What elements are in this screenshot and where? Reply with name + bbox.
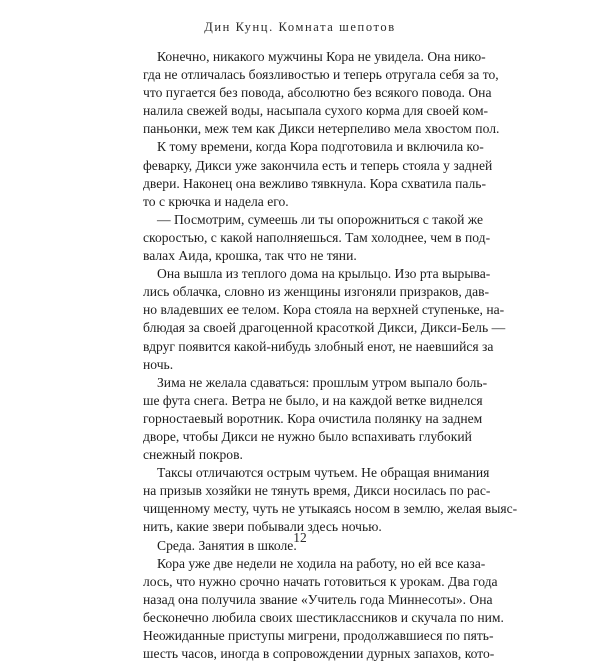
text-line: гда не отличалась боязливостью и теперь отругала себя за то,	[143, 67, 499, 83]
text-line: Она вышла из теплого дома на крыльцо. Изо рта вырыва-	[157, 266, 491, 282]
text-line: вдруг появится какой-нибудь злобный енот, не наевшийся за	[143, 338, 494, 354]
page-number: 12	[293, 530, 307, 545]
text-line: паньонки, меж тем как Дикси нетерпеливо мела хвостом пол.	[143, 121, 500, 137]
text-line: шесть часов, иногда в сопровождении дурных запахов, кото-	[143, 646, 495, 662]
text-line: бесконечно любила своих шестиклассников и скучала по ним.	[143, 609, 504, 625]
text-line: нить, какие звери побывали здесь ночью.	[143, 519, 382, 535]
text-line: скоростью, с какой наполняешься. Там холоднее, чем в под-	[143, 229, 491, 245]
text-line: на призыв хозяйки не тянуть время, Дикси носилась по рас-	[143, 483, 491, 499]
text-line: Таксы отличаются острым чутьем. Не обращая внимания	[157, 465, 490, 481]
text-line: феварку, Дикси уже закончила есть и теперь стояла у задней	[143, 157, 493, 173]
text-line: чищенному месту, чуть не утыкаясь носом в землю, желая выяс-	[143, 501, 518, 517]
text-line: ше фута снега. Ветра не было, и на каждой ветке виднелся	[143, 392, 483, 408]
text-line: горностаевый воротник. Кора очистила полянку на заднем	[143, 410, 483, 426]
text-line: Неожиданные приступы мигрени, продолжавшиеся по пять-	[143, 628, 494, 643]
text-line: лись облачка, словно из женщины изгоняли призраков, дав-	[143, 284, 490, 300]
text-line: дворе, чтобы Дикси не нужно было вспахивать глубокий	[143, 428, 472, 444]
text-line: Среда. Занятия в школе.	[157, 537, 297, 553]
text-line: что пугается без повода, абсолютно без всякого повода. Она	[143, 85, 492, 101]
text-line: ночь.	[143, 356, 174, 372]
text-line: Зима не желала сдаваться: прошлым утром выпало боль-	[157, 374, 488, 390]
text-line: Кора уже две недели не ходила на работу, но ей все каза-	[157, 555, 486, 571]
text-line: но владевших ее телом. Кора стояла на верхней ступеньке, на-	[143, 302, 505, 318]
text-line: — Посмотрим, сумеешь ли ты опорожниться с такой же	[157, 211, 484, 227]
text-line: снежный покров.	[143, 447, 243, 463]
running-head: Дин Кунц. Комната шепотов	[204, 20, 396, 34]
text-line: двери. Наконец она вежливо тявкнула. Кора схватила паль-	[143, 175, 487, 191]
text-line: К тому времени, когда Кора подготовила и включила ко-	[157, 139, 484, 155]
text-line: назад она получила звание «Учитель года Миннесоты». Она	[143, 591, 493, 607]
text-line: блюдая за своей драгоценной красоткой Дикси, Дикси-Бель —	[143, 320, 506, 336]
text-line: налила свежей воды, насыпала сухого корма для своей ком-	[143, 103, 489, 119]
text-line: валах Аида, крошка, так что не тяни.	[143, 248, 357, 264]
body-text	[143, 48, 518, 663]
text-line: Конечно, никакого мужчины Кора не увидела. Она нико-	[157, 49, 486, 64]
text-line: лось, что нужно срочно начать готовиться к урокам. Два года	[143, 573, 498, 589]
text-line: то с крючка и надела его.	[143, 193, 289, 209]
